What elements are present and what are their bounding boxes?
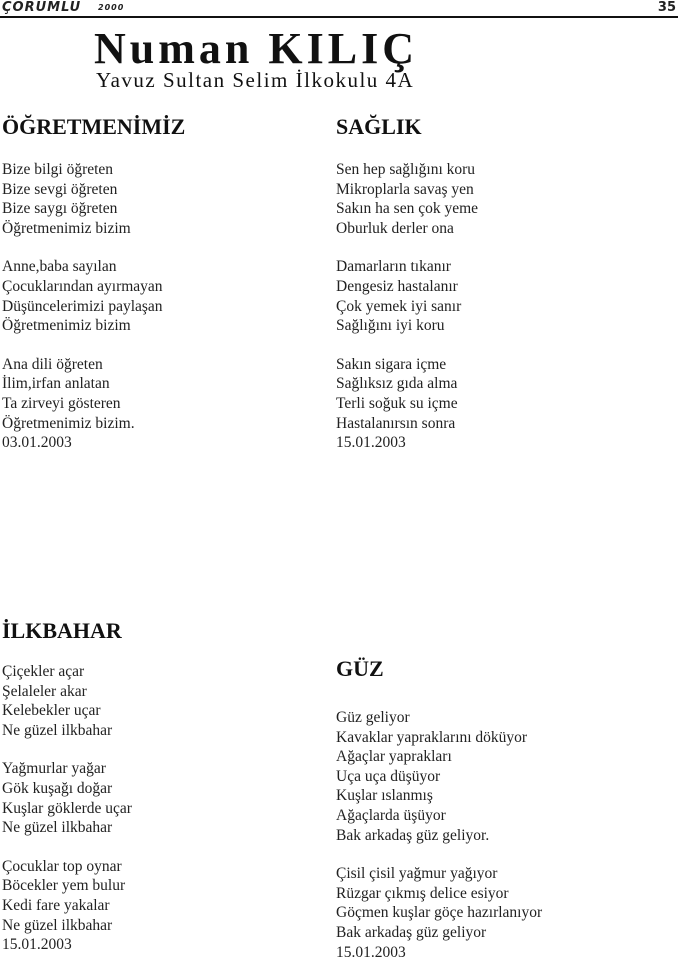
poem-stanza — [336, 355, 478, 433]
poem-line: Bak arkadaş güz geliyor. — [336, 826, 490, 844]
poem-line: Yağmurlar yağar — [2, 760, 106, 778]
poem-ilkbahar — [2, 618, 132, 955]
poem-line: Güz geliyor — [336, 709, 410, 726]
poem-line: Böcekler yem bulur — [2, 877, 126, 895]
poem-stanza — [2, 662, 132, 740]
poem-line: Sen hep sağlığını koru — [336, 161, 476, 178]
poem-line: Çocuklar top oynar — [2, 857, 122, 875]
poem-line: Rüzgar çıkmış delice esiyor — [336, 884, 509, 902]
poem-stanza — [336, 257, 478, 335]
poem-title: ÖĞRETMENİMİZ — [2, 114, 186, 139]
poem-line: Düşüncelerimizi paylaşan — [2, 297, 163, 315]
author-school: Yavuz Sultan Selim İlkokulu 4A — [96, 68, 415, 92]
poem-line: Kavaklar yapraklarını döküyor — [336, 728, 528, 746]
poem-line: Çiçekler açar — [2, 663, 85, 680]
poem-stanza — [2, 160, 185, 238]
poem-line: Göçmen kuşlar göçe hazırlanıyor — [336, 904, 543, 922]
poem-line: Kuşlar göklerde uçar — [2, 799, 132, 817]
poem-line: Anne,baba sayılan — [2, 258, 117, 276]
poem-line: Hastalanırsın sonra — [336, 414, 456, 432]
poem-stanza — [336, 708, 542, 845]
poem-line: Sakın sigara içme — [336, 355, 447, 373]
poem-line: Kedi fare yakalar — [2, 896, 110, 914]
page-number: 35 — [657, 0, 676, 15]
poem-line: Bize sevgi öğreten — [2, 180, 118, 198]
poem-line: Terli soğuk su içme — [336, 394, 458, 412]
poem-stanza — [336, 864, 542, 942]
poem-line: Öğretmenimiz bizim — [2, 219, 131, 237]
poem-stanza — [2, 355, 185, 433]
poem-line: Bak arkadaş güz geliyor — [336, 923, 487, 941]
poem-line: Sağlıksız gıda alma — [336, 375, 458, 393]
poem-line: Ta zirveyi gösteren — [2, 394, 121, 412]
author-name: Numan KILIÇ — [94, 24, 418, 73]
poem-title: İLKBAHAR — [2, 618, 122, 643]
poem-date: 15.01.2003 — [2, 936, 72, 954]
poem-line: Ağaçlar yaprakları — [336, 748, 452, 766]
magazine-year: 2000 — [98, 3, 125, 12]
poem-line: Damarların tıkanır — [336, 258, 451, 276]
poem-line: Bize bilgi öğreten — [2, 161, 114, 178]
poem-line: Bize saygı öğreten — [2, 200, 118, 218]
poem-title: SAĞLIK — [336, 114, 422, 139]
header-divider — [0, 16, 678, 18]
poem-ogretmenimiz — [2, 114, 185, 453]
poem-line: Sağlığını iyi koru — [336, 317, 445, 335]
poem-line: İlim,irfan anlatan — [2, 375, 110, 393]
poem-line: Mikroplarla savaş yen — [336, 180, 474, 198]
poem-line: Dengesiz hastalanır — [336, 277, 458, 295]
magazine-title: ÇORUMLU — [2, 0, 82, 15]
poem-date: 15.01.2003 — [336, 943, 406, 961]
poem-line: Öğretmenimiz bizim. — [2, 414, 135, 432]
poem-line: Öğretmenimiz bizim — [2, 317, 131, 335]
poem-line: Çocuklarından ayırmayan — [2, 277, 163, 295]
poem-date: 15.01.2003 — [336, 434, 406, 452]
poem-stanza — [336, 160, 478, 238]
poem-line: Ne güzel ilkbahar — [2, 916, 113, 934]
poem-line: Ağaçlarda üşüyor — [336, 806, 446, 824]
page-header — [0, 0, 678, 20]
poem-guz — [336, 656, 542, 962]
poem-line: Sakın ha sen çok yeme — [336, 200, 479, 218]
poem-title: GÜZ — [336, 656, 384, 681]
poem-line: Gök kuşağı doğar — [2, 779, 113, 797]
poem-line: Çok yemek iyi sanır — [336, 297, 462, 315]
poem-date: 03.01.2003 — [2, 434, 72, 452]
poem-line: Oburluk derler ona — [336, 219, 454, 237]
poem-line: Çisil çisil yağmur yağıyor — [336, 865, 498, 883]
poem-stanza — [2, 257, 185, 335]
poem-line: Ne güzel ilkbahar — [2, 721, 113, 739]
poem-stanza — [2, 759, 132, 837]
poem-line: Uça uça düşüyor — [336, 767, 441, 785]
poem-line: Kuşlar ıslanmış — [336, 787, 433, 805]
poem-line: Ana dili öğreten — [2, 355, 103, 373]
poem-line: Kelebekler uçar — [2, 702, 101, 720]
poem-stanza — [2, 857, 132, 935]
poem-saglik — [336, 114, 478, 453]
poem-line: Ne güzel ilkbahar — [2, 819, 113, 837]
poem-line: Şelaleler akar — [2, 682, 87, 700]
